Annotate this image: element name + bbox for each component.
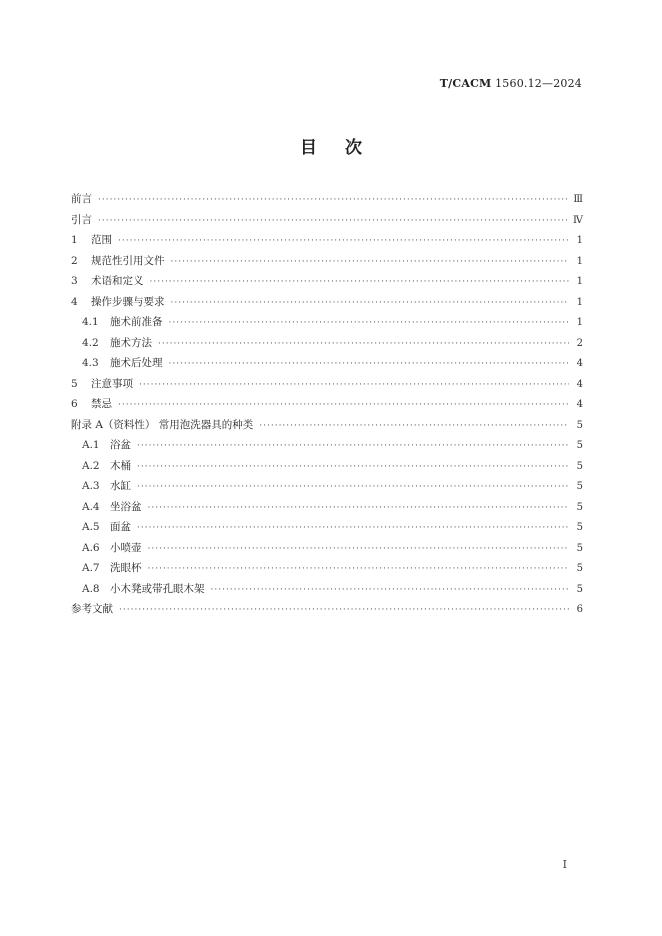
- toc-entry[interactable]: [71, 435, 583, 456]
- toc-entry-page: 5: [576, 542, 583, 554]
- toc-dot-leader: [169, 313, 570, 334]
- standard-number: [440, 77, 582, 90]
- toc-entry-page: 1: [576, 235, 583, 246]
- toc-entry-number: A.6: [82, 541, 100, 554]
- toc-entry[interactable]: [71, 251, 583, 272]
- toc-entry-number: 4: [71, 295, 78, 308]
- toc-entry-label: 术语和定义: [91, 275, 144, 287]
- toc-entry-label: 小喷壶: [110, 541, 142, 554]
- toc-entry-label: 操作步骤与要求: [91, 295, 165, 308]
- toc-entry-page: Ⅲ: [573, 194, 583, 205]
- toc-entry-number: 3: [71, 275, 78, 287]
- toc-entry-label: 附录 A（资料性） 常用泡洗器具的种类: [71, 418, 254, 431]
- toc-entry[interactable]: [71, 210, 583, 231]
- toc-entry-label: 禁忌: [91, 398, 112, 410]
- toc-dot-leader: [98, 190, 567, 211]
- toc-entry[interactable]: [71, 312, 583, 333]
- toc-entry[interactable]: [71, 394, 583, 415]
- toc-dot-leader: [139, 375, 569, 396]
- toc-entry-page: 5: [576, 501, 583, 513]
- toc-entry-number: A.8: [82, 582, 100, 595]
- toc-dot-leader: [211, 580, 570, 601]
- toc-entry[interactable]: [71, 517, 583, 538]
- toc-entry-label: 坐浴盆: [110, 500, 142, 513]
- toc-entry-label: 引言: [71, 213, 92, 226]
- toc-entry-number: A.3: [82, 480, 100, 492]
- toc-dot-leader: [119, 600, 569, 621]
- toc-entry[interactable]: [71, 558, 583, 579]
- toc-entry-number: 4.3: [82, 357, 99, 369]
- toc-entry-label: 范围: [91, 234, 112, 246]
- toc-entry-number: A.5: [82, 521, 100, 533]
- toc-entry[interactable]: [71, 374, 583, 395]
- toc-entry[interactable]: [71, 599, 583, 620]
- toc-entry-page: 1: [576, 255, 583, 267]
- toc-entry[interactable]: [71, 538, 583, 559]
- toc-entry-page: Ⅳ: [573, 214, 583, 226]
- toc-entry-number: 6: [71, 398, 78, 410]
- toc-entry-page: 6: [576, 604, 583, 615]
- toc-entry-label: 施术前准备: [110, 316, 163, 328]
- toc-entry-number: A.1: [82, 439, 100, 451]
- toc-dot-leader: [171, 252, 570, 273]
- toc-entry-label: 施术后处理: [110, 357, 163, 369]
- toc-entry[interactable]: [71, 333, 583, 354]
- page-title: 目次: [300, 138, 390, 158]
- toc-entry[interactable]: [71, 497, 583, 518]
- toc-dot-leader: [148, 539, 570, 560]
- toc-entry-label: 施术方法: [110, 336, 152, 349]
- toc-dot-leader: [158, 334, 569, 355]
- toc-entry-label: 参考文献: [71, 603, 113, 615]
- toc-entry-label: 注意事项: [91, 377, 133, 390]
- toc-entry[interactable]: [71, 456, 583, 477]
- toc-entry[interactable]: [71, 189, 583, 210]
- toc-entry-page: 5: [576, 563, 583, 574]
- toc-entry-page: 1: [576, 296, 583, 308]
- toc-dot-leader: [98, 211, 567, 232]
- toc-entry[interactable]: [71, 292, 583, 313]
- toc-entry-number: 2: [71, 254, 78, 267]
- toc-entry-number: 1: [71, 234, 78, 246]
- toc-dot-leader: [148, 559, 570, 580]
- toc-entry-label: 浴盆: [110, 439, 131, 451]
- footer-page-number: I: [562, 858, 567, 871]
- toc-entry-page: 2: [576, 337, 583, 349]
- toc-entry-page: 4: [576, 378, 583, 390]
- toc-entry[interactable]: [71, 230, 583, 251]
- standard-org: T/CACM: [439, 77, 492, 90]
- toc-entry[interactable]: [71, 271, 583, 292]
- standard-code: 1560.12—2024: [495, 77, 582, 90]
- toc-entry-page: 5: [576, 583, 583, 595]
- toc-entry-page: 5: [576, 440, 583, 451]
- toc-dot-leader: [259, 416, 569, 437]
- toc-entry-label: 木桶: [110, 459, 131, 472]
- toc-entry-label: 小木凳或带孔眼木架: [110, 582, 205, 595]
- toc-dot-leader: [118, 231, 569, 252]
- toc-entry-number: 5: [71, 377, 78, 390]
- toc-entry-number: A.4: [82, 500, 100, 513]
- toc-dot-leader: [137, 518, 569, 539]
- toc-entry[interactable]: [71, 476, 583, 497]
- toc-entry[interactable]: [71, 579, 583, 600]
- toc-entry-page: 1: [576, 317, 583, 328]
- toc-dot-leader: [137, 457, 569, 478]
- toc-entry-number: 4.1: [82, 316, 99, 328]
- toc-entry-page: 5: [576, 481, 583, 492]
- toc-dot-leader: [137, 477, 569, 498]
- toc-dot-leader: [118, 395, 569, 416]
- toc-entry-label: 面盆: [110, 521, 131, 533]
- toc-entry-page: 1: [576, 276, 583, 287]
- toc-dot-leader: [150, 272, 570, 293]
- toc-dot-leader: [171, 293, 570, 314]
- toc-entry-page: 5: [576, 522, 583, 533]
- toc-entry-label: 水缸: [110, 480, 131, 492]
- toc-entry-number: A.7: [82, 562, 100, 574]
- toc-entry-label: 洗眼杯: [110, 562, 142, 574]
- toc-entry-number: A.2: [82, 459, 100, 472]
- toc-entry[interactable]: [71, 415, 583, 436]
- toc-entry[interactable]: [71, 353, 583, 374]
- toc-entry-number: 4.2: [82, 336, 99, 349]
- toc-dot-leader: [148, 498, 570, 519]
- toc-entry-page: 4: [576, 358, 583, 369]
- table-of-contents: [71, 189, 583, 620]
- toc-entry-label: 规范性引用文件: [91, 254, 165, 267]
- toc-entry-page: 4: [576, 399, 583, 410]
- toc-entry-label: 前言: [71, 193, 92, 205]
- toc-entry-page: 5: [576, 460, 583, 472]
- toc-dot-leader: [169, 354, 570, 375]
- toc-entry-page: 5: [576, 419, 583, 431]
- toc-dot-leader: [137, 436, 569, 457]
